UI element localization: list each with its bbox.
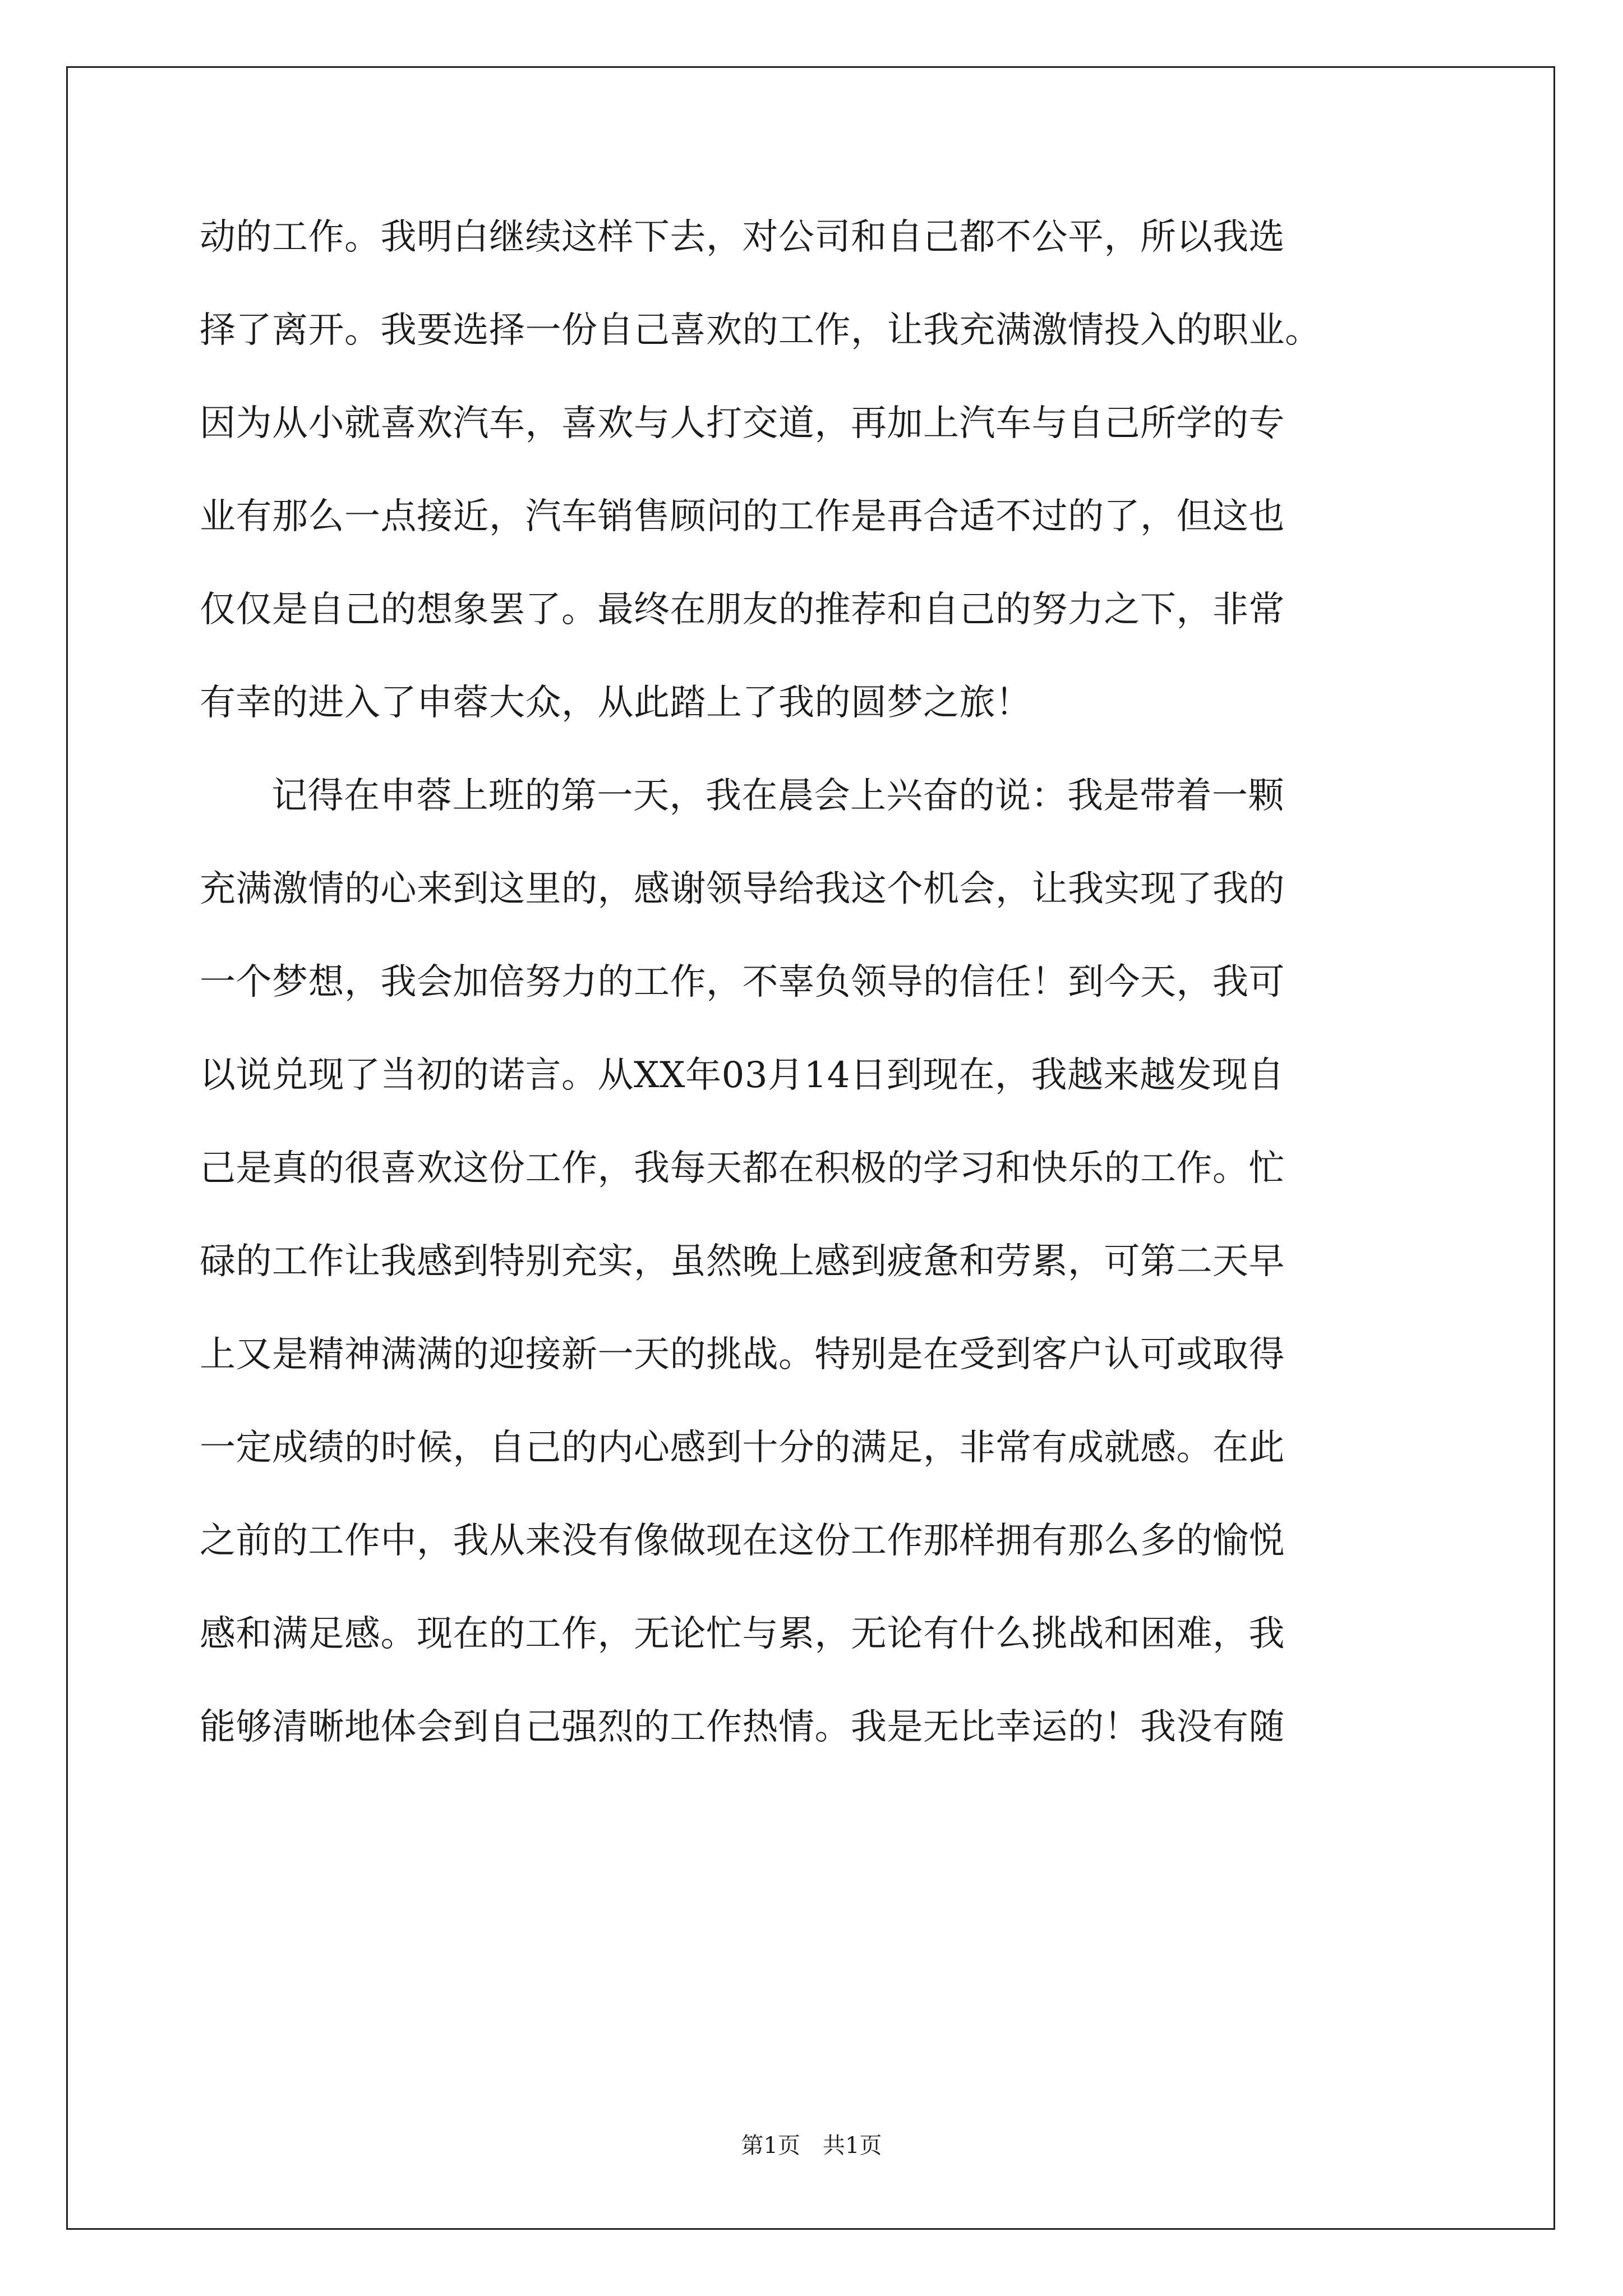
text-line: 感和满足感。现在的工作，无论忙与累，无论有什么挑战和困难，我 <box>200 1613 1285 1655</box>
page-footer <box>0 2132 1623 2160</box>
text-line: 之前的工作中，我从来没有像做现在这份工作那样拥有那么多的愉悦 <box>200 1520 1285 1562</box>
text-line: 业有那么一点接近，汽车销售顾问的工作是再合适不过的了，但这也 <box>200 496 1285 537</box>
text-line: 一定成绩的时候，自己的内心感到十分的满足，非常有成就感。在此 <box>200 1427 1285 1469</box>
text-line: 动的工作。我明白继续这样下去，对公司和自己都不公平，所以我选 <box>200 217 1285 258</box>
text-line: 充满激情的心来到这里的，感谢领导给我这个机会，让我实现了我的 <box>200 868 1285 910</box>
text-line: 有幸的进入了申蓉大众，从此踏上了我的圆梦之旅！ <box>200 682 1032 724</box>
page-number: 第1页 <box>741 2133 800 2159</box>
text-line: 仅仅是自己的想象罢了。最终在朋友的推荐和自己的努力之下，非常 <box>200 589 1285 631</box>
text-line: 能够清晰地体会到自己强烈的工作热情。我是无比幸运的！我没有随 <box>200 1706 1285 1748</box>
paragraph-first-line: 记得在申蓉上班的第一天，我在晨会上兴奋的说：我是带着一颗 <box>271 775 1284 817</box>
document-body <box>200 218 1445 1801</box>
text-line: 以说兑现了当初的诺言。从XX年03月14日到现在，我越来越发现自 <box>200 1055 1284 1096</box>
text-line: 一个梦想，我会加倍努力的工作，不辜负领导的信任！到今天，我可 <box>200 961 1285 1003</box>
text-line: 己是真的很喜欢这份工作，我每天都在积极的学习和快乐的工作。忙 <box>200 1148 1285 1189</box>
text-line: 择了离开。我要选择一份自己喜欢的工作，让我充满激情投入的职业。 <box>200 310 1321 351</box>
page-total: 共1页 <box>823 2133 882 2159</box>
text-line: 碌的工作让我感到特别充实，虽然晚上感到疲惫和劳累，可第二天早 <box>200 1241 1285 1282</box>
text-line: 上又是精神满满的迎接新一天的挑战。特别是在受到客户认可或取得 <box>200 1334 1285 1375</box>
text-line: 因为从小就喜欢汽车，喜欢与人打交道，再加上汽车与自己所学的专 <box>200 403 1285 444</box>
